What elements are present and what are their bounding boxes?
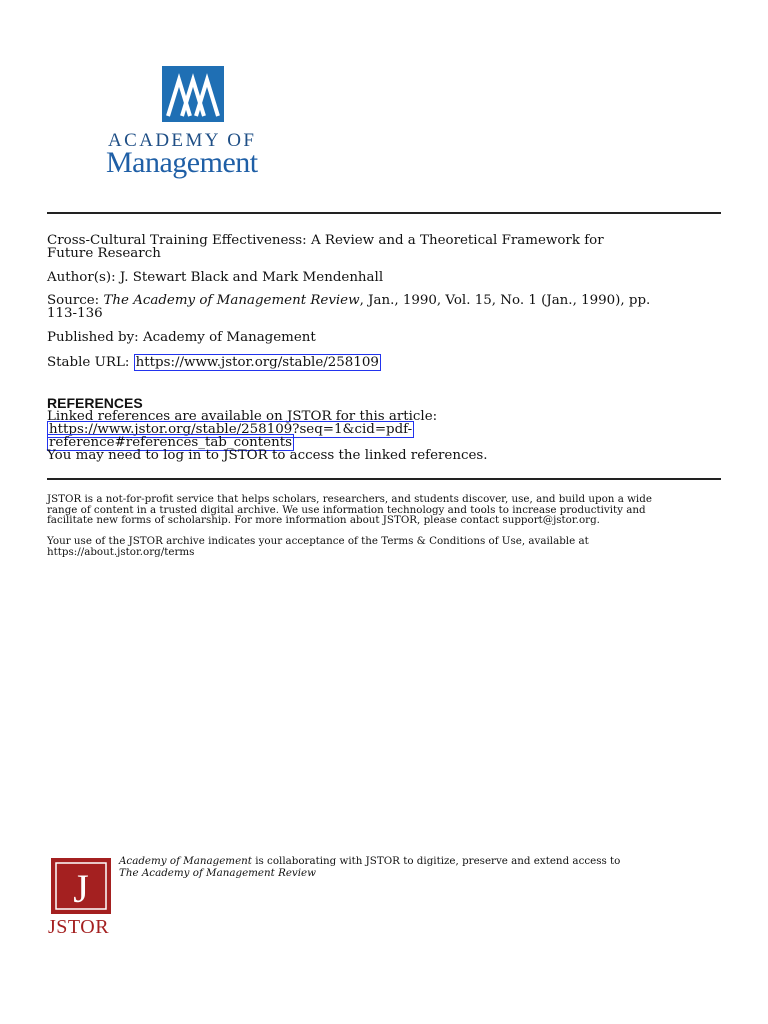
logo-text-line2: Management: [106, 146, 258, 179]
academy-logo-mark: [162, 66, 224, 122]
jstor-terms-paragraph: Your use of the JSTOR archive indicates your acceptance of the Terms & Conditions of Use, available at https://about.jstor.org/terms: [47, 536, 727, 557]
references-heading: REFERENCES: [47, 395, 143, 411]
divider-bottom: [47, 478, 721, 480]
article-title: Cross-Cultural Training Effectiveness: A Review and a Theoretical Framework for Future Research: [47, 233, 604, 261]
references-link-part1[interactable]: https://www.jstor.org/stable/258109?seq=1&cid=pdf-: [49, 422, 413, 437]
references-link-part2[interactable]: reference#references_tab_contents: [49, 435, 292, 450]
stable-url-row: Stable URL: https://www.jstor.org/stable/258109: [47, 355, 379, 370]
stable-url-link[interactable]: https://www.jstor.org/stable/258109: [135, 355, 379, 370]
article-source: Source: The Academy of Management Review, Jan., 1990, Vol. 15, No. 1 (Jan., 1990), pp. 113-136: [47, 293, 651, 321]
article-publisher: Published by: Academy of Management: [47, 330, 316, 345]
terms-link[interactable]: https://about.jstor.org/terms: [47, 545, 195, 558]
svg-text:J: J: [73, 866, 89, 911]
jstor-logo-text: JSTOR: [48, 916, 110, 938]
logo-text-line1: ACADEMY OF: [108, 130, 257, 151]
divider-top: [47, 212, 721, 214]
jstor-emblem-icon: [51, 858, 111, 914]
jstor-about-paragraph: JSTOR is a not-for-profit service that helps scholars, researchers, and students discover, use, and build upon a wide range of content in a trusted digital archive. We use information technology and tools to increase productivity and facilitate new forms of scholarship. For more information about JSTOR, please contact support@jstor.org.: [47, 493, 652, 527]
collaboration-note: Academy of Management is collaborating with JSTOR to digitize, preserve and extend access to The Academy of Management Review: [119, 855, 621, 879]
mountain-peaks-icon: [162, 66, 224, 122]
article-authors: Author(s): J. Stewart Black and Mark Mendenhall: [47, 270, 384, 285]
jstor-logo-mark: [51, 858, 111, 914]
references-block: Linked references are available on JSTOR for this article: https://www.jstor.org/stable/258109?seq=1&cid=pdf- reference#references_tab_contents You may need to log in to JSTOR to access the linked references.: [47, 409, 488, 463]
